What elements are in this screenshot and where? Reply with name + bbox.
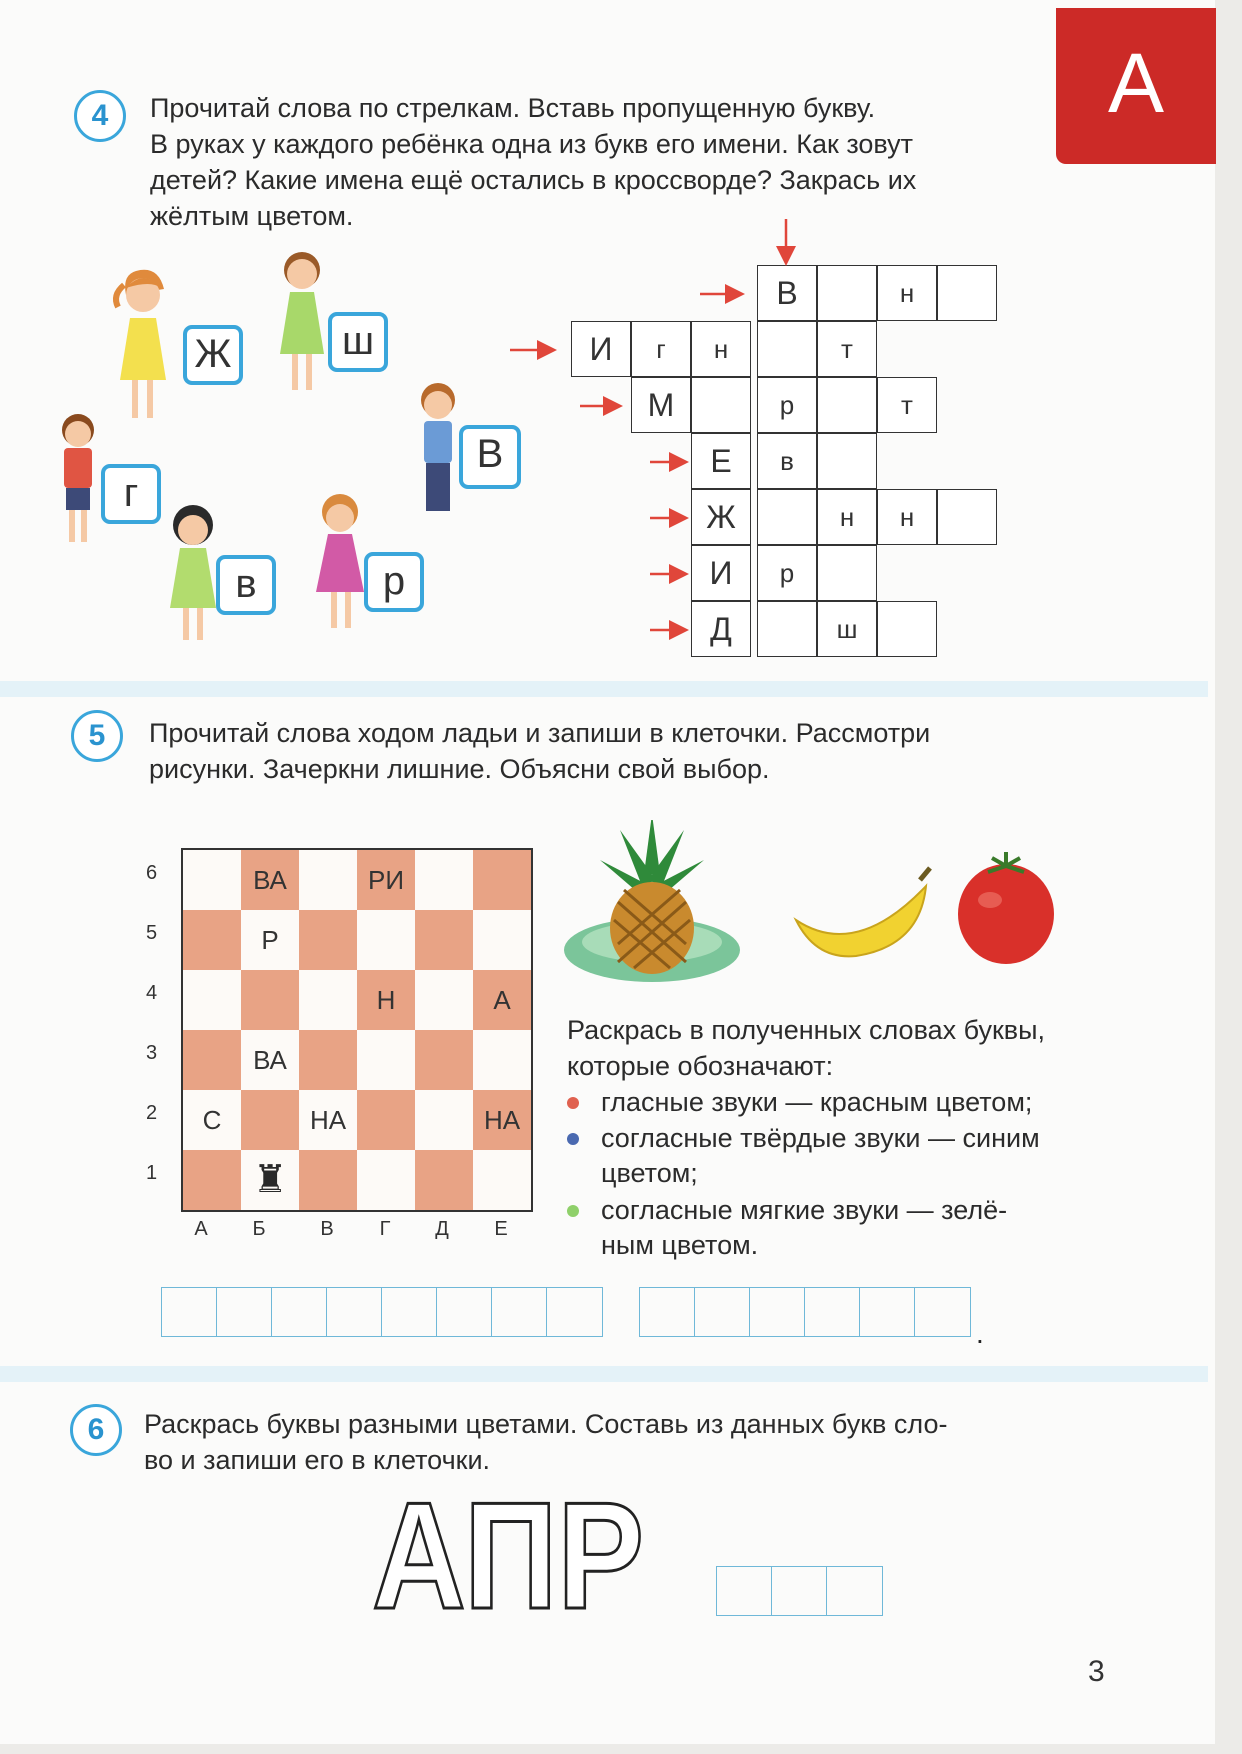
rank-label: 3 xyxy=(146,1042,158,1064)
board-square xyxy=(415,1150,473,1210)
task-4-text: Прочитай слова по стрелкам. Вставь пропущенную букву. В руках у каждого ребёнка одна из букв его имени. Как зовут детей? Какие имена ещё остались в кроссворде? Закрась их жёлтым цветом. xyxy=(150,93,917,231)
rank-label: 4 xyxy=(146,982,158,1004)
board-square xyxy=(473,850,531,910)
chess-board xyxy=(181,848,533,1212)
board-square: Н xyxy=(357,970,415,1030)
board-square xyxy=(415,850,473,910)
board-square xyxy=(183,970,241,1030)
rank-label: 2 xyxy=(146,1102,158,1124)
board-square xyxy=(357,1030,415,1090)
task-6-answer-cells xyxy=(716,1566,883,1616)
board-square: ВА xyxy=(241,1030,299,1090)
answer-cell[interactable] xyxy=(717,1567,772,1615)
crossword-cell[interactable]: т xyxy=(877,377,937,433)
crossword-cell[interactable]: н xyxy=(817,489,877,545)
crossword-cell[interactable]: В xyxy=(757,265,817,321)
crossword-cell[interactable]: н xyxy=(877,265,937,321)
green-dot-icon xyxy=(567,1205,579,1217)
answer-cell[interactable] xyxy=(750,1288,805,1336)
answer-cell[interactable] xyxy=(327,1288,382,1336)
task-6-number: 6 xyxy=(70,1404,122,1456)
answer-cell[interactable] xyxy=(437,1288,492,1336)
crossword-cell[interactable]: р xyxy=(757,377,817,433)
board-square xyxy=(415,970,473,1030)
crossword-cell[interactable]: г xyxy=(631,321,691,377)
crossword-cell[interactable] xyxy=(877,601,937,657)
crossword-cell[interactable]: т xyxy=(817,321,877,377)
answer-cell[interactable] xyxy=(805,1288,860,1336)
board-square: НА xyxy=(299,1090,357,1150)
file-label: А xyxy=(194,1218,208,1240)
answer-cell[interactable] xyxy=(772,1567,827,1615)
tomato-icon xyxy=(958,852,1054,964)
file-label: В xyxy=(320,1218,334,1240)
board-square xyxy=(473,910,531,970)
letter-card-g: г xyxy=(101,464,161,524)
rank-label: 5 xyxy=(146,922,158,944)
letter-card-zh: Ж xyxy=(183,325,243,385)
outlined-letters-text[interactable]: АПР xyxy=(372,1490,644,1626)
girl-yellow-figure xyxy=(116,270,166,418)
crossword-cell[interactable]: р xyxy=(757,545,817,601)
board-square: НА xyxy=(473,1090,531,1150)
crossword-cell[interactable]: н xyxy=(691,321,751,377)
pineapple-on-plate-icon xyxy=(564,820,740,982)
answer-cell[interactable] xyxy=(162,1288,217,1336)
red-dot-icon xyxy=(567,1097,579,1109)
file-label: Е xyxy=(494,1218,508,1240)
answer-cell[interactable] xyxy=(492,1288,547,1336)
crossword-cell[interactable] xyxy=(817,433,877,489)
legend-hard-consonants: согласные твёрдые звуки — синим цветом; xyxy=(601,1123,1040,1188)
answer-cell[interactable] xyxy=(860,1288,915,1336)
board-square xyxy=(415,1030,473,1090)
answer-word-2-cells xyxy=(639,1287,971,1337)
girl-darkhair-figure xyxy=(170,505,216,640)
board-square xyxy=(473,1150,531,1210)
banana-icon xyxy=(796,868,930,956)
board-square: А xyxy=(473,970,531,1030)
crossword-cell[interactable] xyxy=(817,265,877,321)
coloring-instruction: Раскрась в полученных словах буквы, которые обозначают: xyxy=(567,1015,1046,1081)
file-label: Д xyxy=(435,1218,449,1240)
legend-vowels: гласные звуки — красным цветом; xyxy=(601,1087,1033,1117)
board-square xyxy=(299,970,357,1030)
board-square xyxy=(183,850,241,910)
letter-card-r: р xyxy=(364,552,424,612)
rank-label: 6 xyxy=(146,862,158,884)
board-square xyxy=(299,910,357,970)
crossword-cell[interactable]: И xyxy=(571,321,631,377)
answer-cell[interactable] xyxy=(915,1288,970,1336)
board-square xyxy=(183,1150,241,1210)
answer-cell[interactable] xyxy=(382,1288,437,1336)
fruit-illustrations xyxy=(560,820,1060,1000)
letter-card-v-upper: В xyxy=(459,425,521,489)
file-label: Г xyxy=(379,1218,391,1240)
board-square xyxy=(357,1150,415,1210)
page-number: 3 xyxy=(1088,1655,1105,1688)
board-square xyxy=(473,1030,531,1090)
board-square xyxy=(299,1030,357,1090)
board-square: РИ xyxy=(357,850,415,910)
section-divider xyxy=(0,681,1208,697)
crossword-cell[interactable]: И xyxy=(691,545,751,601)
outlined-letters xyxy=(370,1490,660,1626)
blue-dot-icon xyxy=(567,1133,579,1145)
task-5-number: 5 xyxy=(71,710,123,762)
task-6-text: Раскрась буквы разными цветами. Составь из данных букв сло- во и запиши его в клеточки. xyxy=(144,1409,948,1475)
crossword-cell[interactable]: ш xyxy=(817,601,877,657)
answer-cell[interactable] xyxy=(547,1288,602,1336)
girl-pink-figure xyxy=(316,494,364,628)
girl-green-figure xyxy=(280,252,324,390)
board-square xyxy=(183,1030,241,1090)
crossword-cell[interactable] xyxy=(817,545,877,601)
board-square xyxy=(415,910,473,970)
letter-card-v-lower: в xyxy=(216,555,276,615)
board-square xyxy=(357,1090,415,1150)
task-5-text: Прочитай слова ходом ладьи и запиши в клеточки. Рассмотри рисунки. Зачеркни лишние. Объясни свой выбор. xyxy=(149,718,931,784)
answer-cell[interactable] xyxy=(640,1288,695,1336)
boy-blue-figure xyxy=(421,383,455,511)
file-label: Б xyxy=(252,1218,266,1240)
crossword-cell[interactable] xyxy=(817,377,877,433)
board-square xyxy=(241,1090,299,1150)
crossword-cell[interactable]: Е xyxy=(691,433,751,489)
answer-cell[interactable] xyxy=(827,1567,882,1615)
board-square xyxy=(299,1150,357,1210)
board-square xyxy=(241,970,299,1030)
boy-red-figure xyxy=(62,414,94,542)
section-divider xyxy=(0,1366,1208,1382)
legend-soft-consonants: согласные мягкие звуки — зелё- ным цветом. xyxy=(601,1195,1008,1260)
board-square: Р xyxy=(241,910,299,970)
answer-word-1-cells xyxy=(161,1287,603,1337)
sentence-period: . xyxy=(976,1318,984,1349)
answer-cell[interactable] xyxy=(695,1288,750,1336)
crossword-cell[interactable]: в xyxy=(757,433,817,489)
letter-card-sh: ш xyxy=(328,312,388,372)
crossword-cell[interactable]: М xyxy=(631,377,691,433)
crossword-cell[interactable] xyxy=(937,489,997,545)
crossword-cell[interactable]: Д xyxy=(691,601,751,657)
board-square: ВА xyxy=(241,850,299,910)
board-square xyxy=(183,910,241,970)
crossword-cell[interactable]: н xyxy=(877,489,937,545)
task-4-number: 4 xyxy=(74,90,126,142)
board-square xyxy=(357,910,415,970)
crossword-cell[interactable]: Ж xyxy=(691,489,751,545)
board-square xyxy=(415,1090,473,1150)
answer-cell[interactable] xyxy=(217,1288,272,1336)
rank-label: 1 xyxy=(146,1162,158,1184)
board-square xyxy=(299,850,357,910)
rook-icon: ♜ xyxy=(241,1150,299,1210)
crossword-arrows xyxy=(500,215,800,655)
section-tab: А xyxy=(1056,8,1216,164)
board-square: С xyxy=(183,1090,241,1150)
answer-cell[interactable] xyxy=(272,1288,327,1336)
crossword-cell[interactable] xyxy=(937,265,997,321)
